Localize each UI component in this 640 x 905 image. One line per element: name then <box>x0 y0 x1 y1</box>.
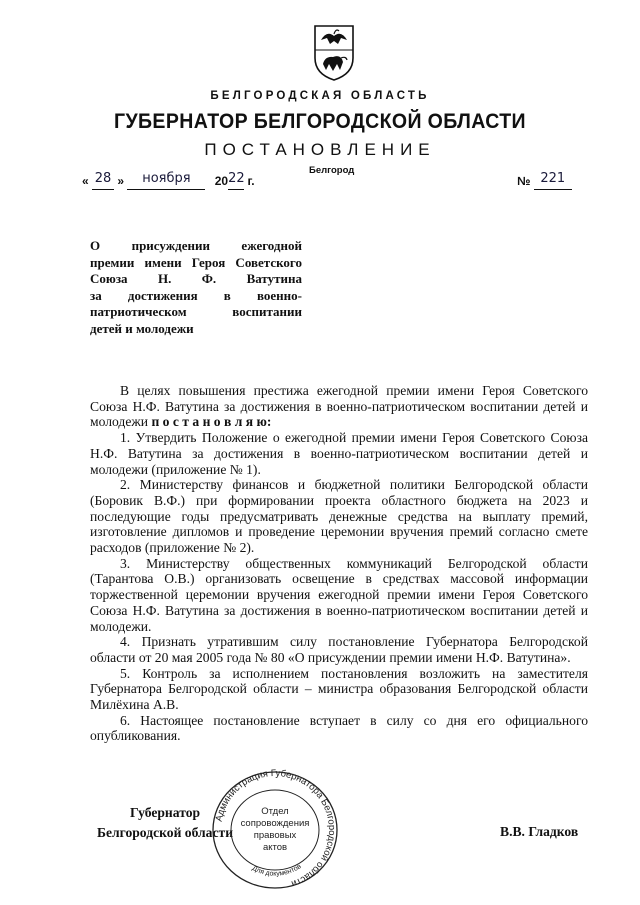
month-handwritten: ноября <box>142 171 191 186</box>
issuer-title: ГУБЕРНАТОР БЕЛГОРОДСКОЙ ОБЛАСТИ <box>114 110 526 133</box>
number-line <box>517 171 572 190</box>
subject-line: детей и молодежи <box>90 320 194 336</box>
item-paragraph: 6. Настоящее постановление вступает в силу со дня его официального опубликования. <box>90 712 588 744</box>
stamp-center-line: сопровождения <box>240 818 310 829</box>
stamp-ring-text: Администрация Губернатора Белгородской области <box>213 768 338 890</box>
resolve-word: п о с т а н о в л я ю: <box>151 414 272 430</box>
region-name: БЕЛГОРОДСКАЯ ОБЛАСТЬ <box>210 90 430 102</box>
number-sign: № <box>517 174 531 188</box>
position-line: Губернатор <box>129 805 201 820</box>
close-quote: » <box>117 174 125 188</box>
year-handwritten: 22 <box>228 171 245 186</box>
subject-line: патриотическом воспитании <box>90 304 302 320</box>
stamp-center-line: правовых <box>253 830 297 841</box>
open-quote: « <box>82 174 89 188</box>
stamp-center-line: Отдел <box>261 806 289 817</box>
city: Белгород <box>309 165 355 176</box>
subject-line: за достижения в военно- <box>90 287 302 303</box>
item-paragraph: 5. Контроль за исполнением постановления возложить на заместителя Губернатора Белгородской области – министра образования Белгородской области Милёхина А.В. <box>90 665 588 713</box>
intro-text: В целях повышения престижа ежегодной премии имени Героя Советского Союза Н.Ф. Ватутина за достижения в военно-патриотическом воспитании детей и молодежи <box>90 383 588 430</box>
position-line: Белгородской области <box>96 825 234 840</box>
document-type: ПОСТАНОВЛЕНИЕ <box>204 140 436 159</box>
item-paragraph: 1. Утвердить Положение о ежегодной премии имени Героя Советского Союза Н.Ф. Ватутина за достижения в военно-патриотическом воспитании детей и молодежи (приложение № 1). <box>90 430 588 477</box>
item-paragraph: 2. Министерству финансов и бюджетной политики Белгородской области (Боровик В.Ф.) при формировании проекта областного бюджета на 2023 и последующие годы предусматривать денежные средства на выплату премий, изготовление дипломов и проведение церемонии вручения премий согласно смете расходов (приложение № 2). <box>90 477 588 556</box>
item-paragraph: 4. Признать утратившим силу постановление Губернатора Белгородской области от 20 мая 2005 года № 80 «О присуждении премии имени Н.Ф. Ватутина». <box>90 634 588 665</box>
date-line <box>82 171 255 190</box>
intro-paragraph <box>90 383 588 430</box>
year-unit: г. <box>247 174 255 188</box>
official-stamp <box>210 768 340 893</box>
stamp-center-line: актов <box>262 842 288 853</box>
subject-line: Союза Н. Ф. Ватутина <box>90 271 302 287</box>
year-prefix: 20 <box>214 174 229 188</box>
subject-block <box>90 238 302 338</box>
item-paragraph: 3. Министерству общественных коммуникаций Белгородской области (Тарантова О.В.) организовать освещение в средствах массовой информации торжественной церемонии вручения ежегодной премии имени Героя Советского Союза Н.Ф. Ватутина за достижения в военно-патриотическом воспитании детей и молодежи. <box>90 555 588 634</box>
day-handwritten: 28 <box>94 171 112 186</box>
subject-line: премии имени Героя Советского <box>90 254 302 270</box>
document-body <box>90 383 588 744</box>
subject-line: О присуждении ежегодной <box>90 238 302 253</box>
coat-of-arms-icon <box>313 24 355 82</box>
number-handwritten: 221 <box>540 171 566 186</box>
signatory-name: В.В. Гладков <box>500 824 579 839</box>
stamp-bottom-text: Для документов <box>250 863 303 878</box>
